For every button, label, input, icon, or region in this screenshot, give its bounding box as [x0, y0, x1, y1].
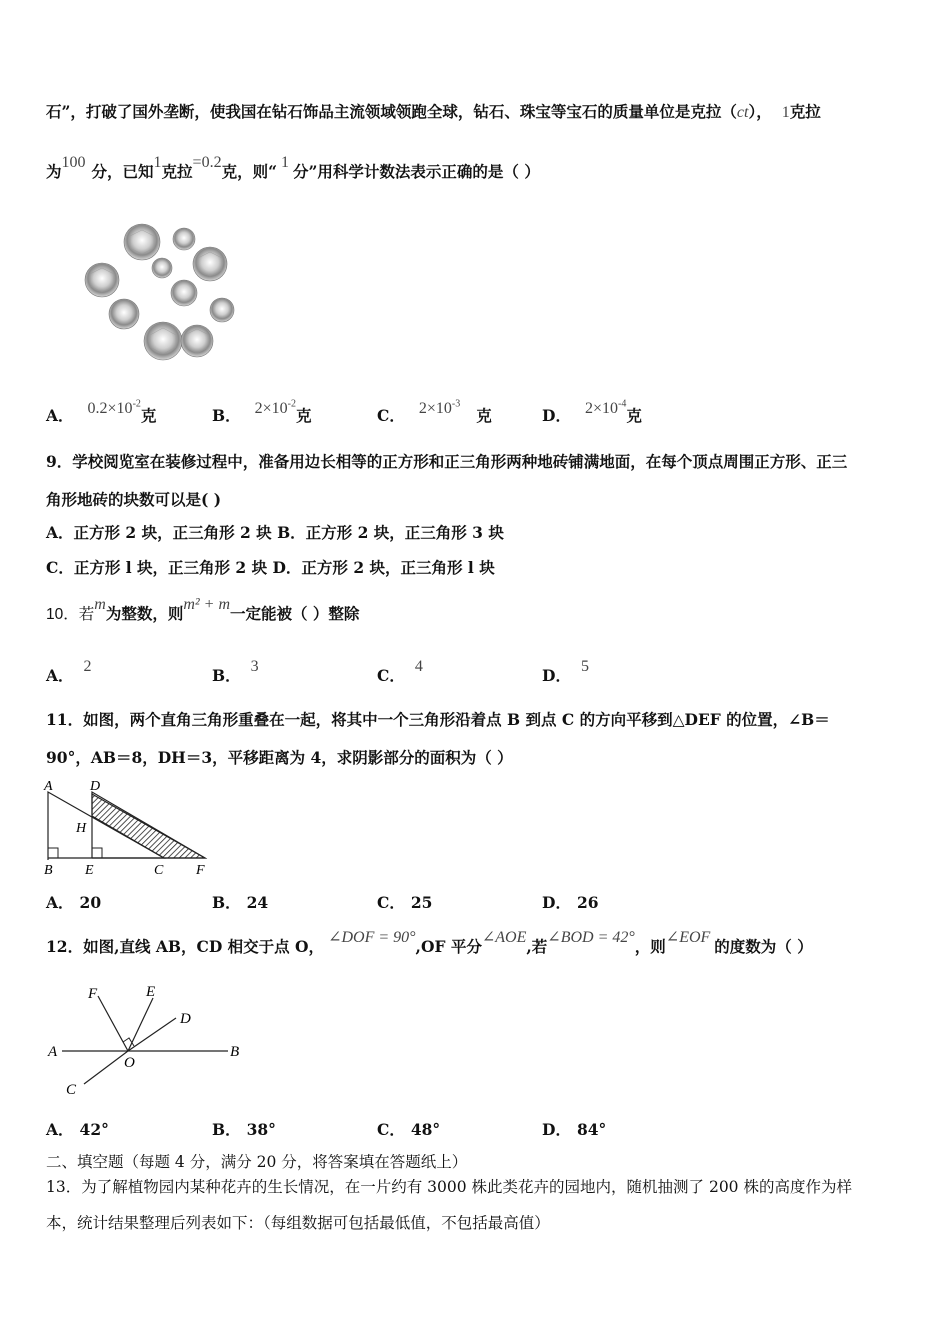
label-o: O — [124, 1055, 135, 1071]
q8-line2: 为100 分，已知1克拉=0.2克，则“ 1 分”用科学计数法表示正确的是（ ） — [46, 154, 540, 181]
label-e: E — [146, 984, 156, 1000]
right-angle-e — [92, 848, 102, 858]
diamond — [181, 325, 213, 357]
q10-stem: 10．若m为整数，则m² + m一定能被（ ）整除 — [46, 596, 360, 623]
right-angle-b — [48, 848, 58, 858]
q10-option-d[interactable]: D． 5 — [542, 658, 589, 685]
ray-oc — [84, 1051, 128, 1084]
label-b: B — [44, 863, 53, 878]
q10-option-c[interactable]: C． 4 — [377, 658, 423, 685]
q12-option-c[interactable]: C． 48° — [377, 1120, 441, 1139]
label-b: B — [230, 1044, 240, 1060]
label-c: C — [66, 1082, 77, 1098]
ray-of — [98, 996, 128, 1051]
q12-option-a[interactable]: A． 42° — [46, 1120, 109, 1139]
diamond — [171, 280, 197, 306]
q11-option-a[interactable]: A． 20 — [46, 893, 102, 912]
q13-line1: 13．为了解植物园内某种花卉的生长情况，在一片约有 3000 株此类花卉的园地内，随机抽测了 200 株的高度作为样 — [46, 1178, 852, 1196]
q12-option-d[interactable]: D． 84° — [542, 1120, 607, 1139]
q8-option-a[interactable]: A． $0.2\times 10^{-2}$克 — [46, 398, 157, 425]
q8-option-d[interactable]: D． $2\times 10^{-4}$克 — [542, 398, 642, 425]
label-a: A — [44, 779, 53, 794]
diamond — [152, 258, 172, 278]
q11-line1: 11．如图，两个直角三角形重叠在一起，将其中一个三角形沿着点 B 到点 C 的方向平移到△DEF 的位置，∠B＝ — [46, 710, 830, 729]
label-d: D — [90, 779, 101, 794]
q8-option-c[interactable]: C． $2\times 10^{-3}$克 — [377, 398, 492, 425]
q13-line2: 本，统计结果整理后列表如下：（每组数据可包括最低值，不包括最高值） — [46, 1214, 550, 1232]
q9-line1: 9．学校阅览室在装修过程中，准备用边长相等的正方形和正三角形两种地砖铺满地面，在每个顶点周围正方形、正三 — [46, 452, 848, 471]
label-f: F — [196, 863, 205, 878]
q8-option-b[interactable]: B． $2\times 10^{-2}$克 — [212, 398, 312, 425]
q10-option-b[interactable]: B． 3 — [212, 658, 259, 685]
diamonds-image — [80, 220, 240, 365]
diamond — [109, 299, 139, 329]
q11-option-d[interactable]: D． 26 — [542, 893, 599, 912]
q9-options-ab[interactable]: A．正方形 2 块，正三角形 2 块 B．正方形 2 块，正三角形 3 块 — [46, 523, 504, 542]
q11-option-b[interactable]: B． 24 — [212, 893, 269, 912]
label-f: F — [88, 986, 98, 1002]
label-a: A — [48, 1044, 58, 1060]
diamond — [173, 228, 195, 250]
q11-line2: 90°，AB＝8，DH＝3，平移距离为 4，求阴影部分的面积为（ ） — [46, 748, 513, 767]
q11-figure — [40, 776, 215, 878]
q8-line1: 石”，打破了国外垄断，使我国在钻石饰品主流领域领跑全球，钻石、珠宝等宝石的质量单位是克拉（ct）， 1克拉 — [46, 102, 821, 121]
diamond — [210, 298, 234, 322]
q12-figure — [40, 980, 255, 1102]
q9-options-cd[interactable]: C．正方形 l 块，正三角形 2 块 D．正方形 2 块，正三角形 l 块 — [46, 558, 495, 577]
label-d: D — [180, 1011, 191, 1027]
q11-option-c[interactable]: C． 25 — [377, 893, 433, 912]
q12-option-b[interactable]: B． 38° — [212, 1120, 276, 1139]
q10-option-a[interactable]: A． 2 — [46, 658, 92, 685]
section-heading: 二、填空题（每题 4 分，满分 20 分，将答案填在答题纸上） — [46, 1153, 468, 1171]
label-e: E — [85, 863, 94, 878]
diamond — [124, 224, 160, 260]
q9-line2: 角形地砖的块数可以是( ) — [46, 490, 222, 509]
q12-stem: 12．如图,直线 AB，CD 相交于点 O， ∠DOF = 90°,OF 平分∠AOE,若∠BOD = 42°，则∠EOF 的度数为（ ） — [46, 929, 813, 956]
label-c: C — [154, 863, 164, 878]
label-h: H — [76, 821, 87, 836]
diamond — [144, 322, 182, 360]
